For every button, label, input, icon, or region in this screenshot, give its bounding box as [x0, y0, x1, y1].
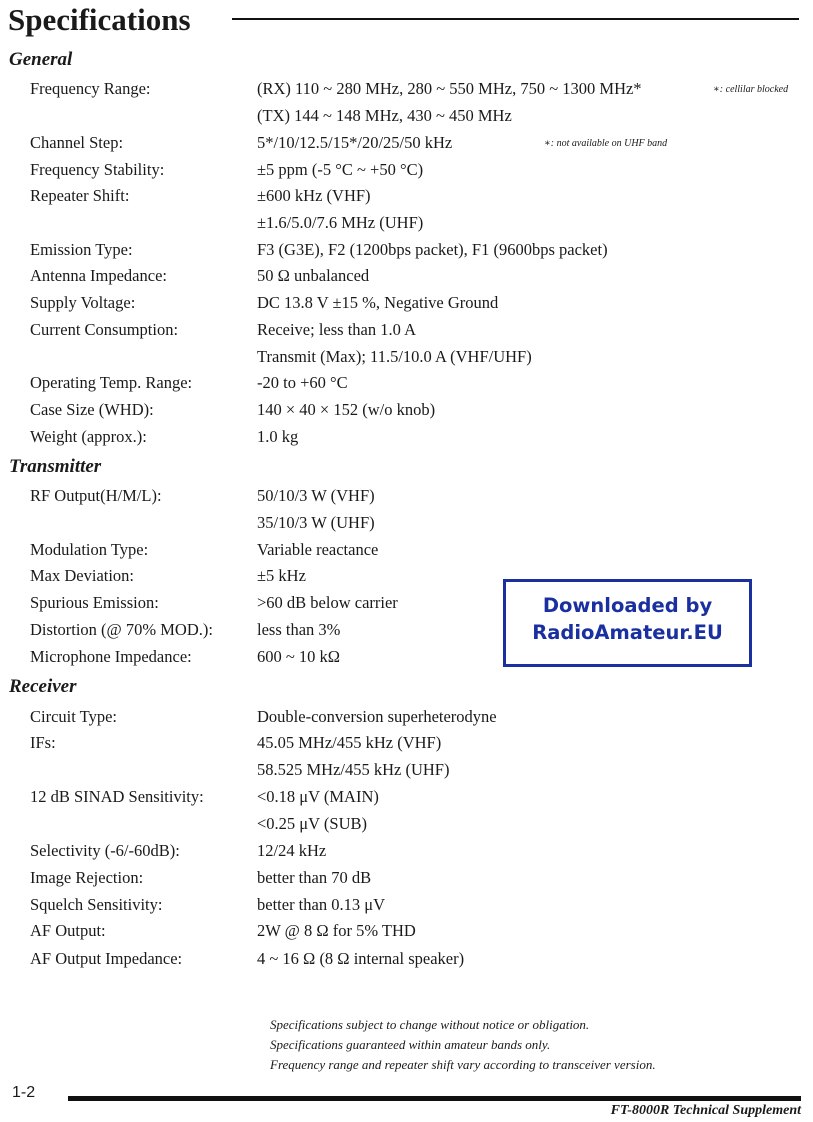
spec-value: DC 13.8 V ±15 %, Negative Ground	[257, 293, 499, 312]
spec-value: >60 dB below carrier	[257, 593, 398, 612]
spec-value: better than 0.13 μV	[257, 895, 385, 914]
spec-label: Max Deviation:	[30, 566, 135, 585]
spec-label: Modulation Type:	[30, 540, 149, 559]
spec-value: 45.05 MHz/455 kHz (VHF)	[257, 733, 442, 752]
spec-value: 35/10/3 W (UHF)	[257, 513, 375, 532]
spec-value: 50/10/3 W (VHF)	[257, 486, 375, 505]
spec-label: AF Output:	[30, 921, 106, 940]
footnotes	[270, 1015, 656, 1075]
spec-label: Distortion (@ 70% MOD.):	[30, 620, 213, 639]
spec-value: Receive; less than 1.0 A	[257, 320, 417, 339]
page-number: 1-2	[12, 1084, 36, 1101]
spec-label: AF Output Impedance:	[30, 949, 183, 968]
title-rule	[232, 18, 799, 20]
watermark	[503, 579, 752, 667]
spec-label: Microphone Impedance:	[30, 647, 192, 666]
spec-value: 4 ~ 16 Ω (8 Ω internal speaker)	[257, 949, 465, 968]
watermark-line: RadioAmateur.EU	[532, 621, 723, 644]
spec-value: (TX) 144 ~ 148 MHz, 430 ~ 450 MHz	[257, 106, 512, 125]
footnote: Specifications guaranteed within amateur bands only.	[270, 1037, 551, 1052]
spec-value: 58.525 MHz/455 kHz (UHF)	[257, 760, 450, 779]
spec-value: <0.25 μV (SUB)	[257, 814, 367, 833]
spec-label: Spurious Emission:	[30, 593, 159, 612]
spec-value: <0.18 μV (MAIN)	[257, 787, 379, 806]
spec-value: 12/24 kHz	[257, 841, 327, 860]
page-title: Specifications	[8, 2, 191, 37]
spec-label: Selectivity (-6/-60dB):	[30, 841, 180, 860]
spec-value: Double-conversion superheterodyne	[257, 707, 497, 726]
spec-value: ±600 kHz (VHF)	[257, 186, 371, 205]
spec-note: ∗: not available on UHF band	[544, 138, 668, 149]
spec-label: Operating Temp. Range:	[30, 373, 193, 392]
spec-label: RF Output(H/M/L):	[30, 486, 162, 505]
spec-value: 1.0 kg	[257, 427, 299, 446]
spec-value: ±5 kHz	[257, 566, 306, 585]
spec-value: Transmit (Max); 11.5/10.0 A (VHF/UHF)	[257, 347, 532, 366]
section-heading-receiver: Receiver	[9, 676, 77, 697]
spec-value: 50 Ω unbalanced	[257, 266, 370, 285]
spec-value: 5*/10/12.5/15*/20/25/50 kHz	[257, 133, 453, 152]
spec-value: F3 (G3E), F2 (1200bps packet), F1 (9600bps packet)	[257, 240, 608, 259]
spec-label: Supply Voltage:	[30, 293, 136, 312]
spec-label: Channel Step:	[30, 133, 124, 152]
spec-label: Current Consumption:	[30, 320, 179, 339]
spec-value: -20 to +60 °C	[257, 373, 348, 392]
spec-value: ±1.6/5.0/7.6 MHz (UHF)	[257, 213, 424, 232]
spec-value: Variable reactance	[257, 540, 379, 559]
spec-label: Antenna Impedance:	[30, 266, 167, 285]
spec-label: 12 dB SINAD Sensitivity:	[30, 787, 204, 806]
footer-rule	[68, 1096, 801, 1101]
spec-value: (RX) 110 ~ 280 MHz, 280 ~ 550 MHz, 750 ~ 1300 MHz*	[257, 79, 642, 98]
spec-label: Case Size (WHD):	[30, 400, 154, 419]
spec-value: ±5 ppm (-5 °C ~ +50 °C)	[257, 160, 424, 179]
spec-label: Squelch Sensitivity:	[30, 895, 163, 914]
spec-value: 2W @ 8 Ω for 5% THD	[257, 921, 416, 940]
watermark-line: Downloaded by	[542, 594, 713, 617]
document-title: FT-8000R Technical Supplement	[610, 1103, 801, 1118]
spec-label: Circuit Type:	[30, 707, 117, 726]
spec-label: IFs:	[30, 733, 56, 752]
spec-value: 600 ~ 10 kΩ	[257, 647, 341, 666]
spec-label: Frequency Stability:	[30, 160, 165, 179]
spec-label: Weight (approx.):	[30, 427, 147, 446]
spec-note: ∗: cellilar blocked	[713, 84, 789, 95]
spec-value: 140 × 40 × 152 (w/o knob)	[257, 400, 436, 419]
section-heading-transmitter: Transmitter	[9, 456, 102, 477]
spec-label: Frequency Range:	[30, 79, 151, 98]
spec-label: Emission Type:	[30, 240, 133, 259]
spec-label: Image Rejection:	[30, 868, 144, 887]
spec-value: less than 3%	[257, 620, 341, 639]
section-heading-general: General	[9, 49, 73, 70]
spec-value: better than 70 dB	[257, 868, 372, 887]
footnote: Frequency range and repeater shift vary according to transceiver version.	[270, 1057, 656, 1072]
footnote: Specifications subject to change without notice or obligation.	[270, 1017, 590, 1032]
spec-label: Repeater Shift:	[30, 186, 130, 205]
